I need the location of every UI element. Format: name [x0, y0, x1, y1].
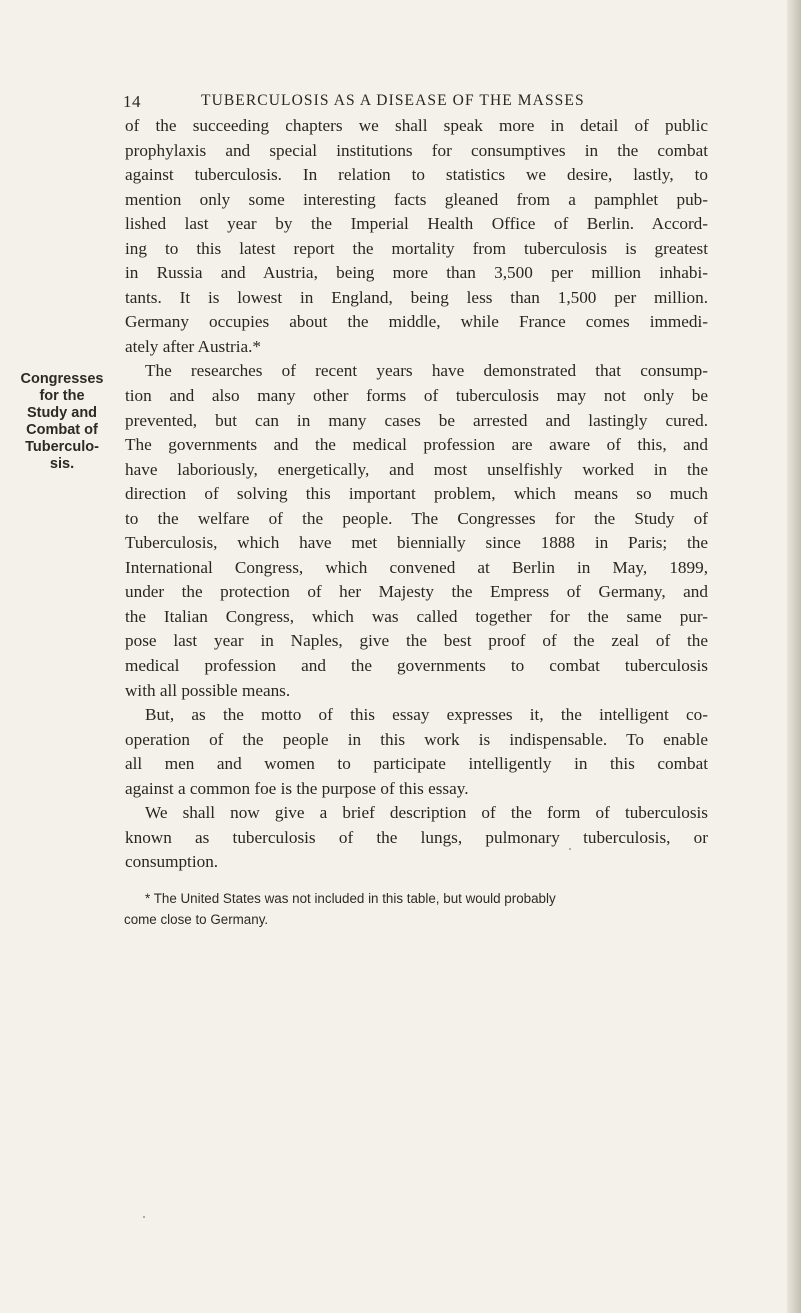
page-header — [123, 92, 663, 116]
margin-note-line: Congresses — [20, 371, 104, 387]
text-line: lished last year by the Imperial Health Office of Berlin. Accord- — [125, 214, 708, 234]
text-line: prophylaxis and special institutions for consumptives in the combat — [125, 140, 708, 160]
footnote-line: come close to Germany. — [124, 912, 269, 927]
text-line: medical profession and the governments to combat tuberculosis — [125, 656, 708, 676]
text-line: of the succeeding chapters we shall speak more in detail of public — [125, 116, 708, 135]
text-line: tion and also many other forms of tuberculosis may not only be — [125, 386, 708, 406]
text-line: We shall now give a brief description of the form of tuberculosis — [145, 803, 708, 823]
text-line: operation of the people in this work is indispensable. To enable — [125, 729, 708, 749]
text-line: with all possible means. — [125, 680, 291, 700]
footnote-line: * The United States was not included in this table, but would probably — [145, 891, 556, 906]
text-line: ately after Austria.* — [125, 336, 262, 356]
text-line: International Congress, which convened at Berlin in May, 1899, — [125, 557, 708, 577]
margin-note-line: Combat of — [26, 422, 98, 438]
text-line: The governments and the medical profession are aware of this, and — [125, 435, 708, 455]
text-line: under the protection of her Majesty the Empress of Germany, and — [125, 582, 708, 602]
text-line: prevented, but can in many cases be arrested and lastingly cured. — [125, 410, 708, 430]
margin-note-line: for the — [39, 388, 85, 404]
paper-speck — [143, 1216, 145, 1218]
text-line: tants. It is lowest in England, being less than 1,500 per million. — [125, 287, 708, 307]
running-head: TUBERCULOSIS AS A DISEASE OF THE MASSES — [201, 92, 585, 109]
text-line: pose last year in Naples, give the best proof of the zeal of the — [125, 631, 708, 651]
body-text — [125, 114, 708, 875]
page-edge-shadow — [787, 0, 801, 1313]
footnote — [124, 888, 710, 930]
text-line: ing to this latest report the mortality from tuberculosis is greatest — [125, 238, 708, 258]
text-line: all men and women to participate intelligently in this combat — [125, 754, 708, 774]
text-line: Tuberculosis, which have met biennially since 1888 in Paris; the — [125, 533, 708, 553]
text-line: But, as the motto of this essay expresses it, the intelligent co- — [145, 705, 708, 725]
text-line: The researches of recent years have demonstrated that consump- — [145, 361, 708, 381]
margin-note-line: sis. — [49, 456, 75, 472]
margin-note-line: Tuberculo- — [25, 439, 99, 455]
text-line: Germany occupies about the middle, while France comes immedi- — [125, 312, 708, 332]
text-line: to the welfare of the people. The Congresses for the Study of — [125, 508, 708, 528]
paper-speck — [569, 848, 571, 850]
text-line: have laboriously, energetically, and most unselfishly worked in the — [125, 459, 708, 479]
text-line: against tuberculosis. In relation to statistics we desire, lastly, to — [125, 165, 708, 185]
text-line: against a common foe is the purpose of this essay. — [125, 778, 469, 798]
margin-note — [15, 371, 109, 473]
text-line: mention only some interesting facts gleaned from a pamphlet pub- — [125, 189, 708, 209]
text-line: consumption. — [125, 852, 219, 872]
text-line: direction of solving this important problem, which means so much — [125, 484, 708, 504]
text-line: in Russia and Austria, being more than 3,500 per million inhabi- — [125, 263, 708, 283]
text-line: known as tuberculosis of the lungs, pulmonary tuberculosis, or — [125, 827, 708, 847]
page-number: 14 — [123, 92, 141, 111]
margin-note-line: Study and — [26, 405, 98, 421]
text-line: the Italian Congress, which was called together for the same pur- — [125, 606, 708, 626]
